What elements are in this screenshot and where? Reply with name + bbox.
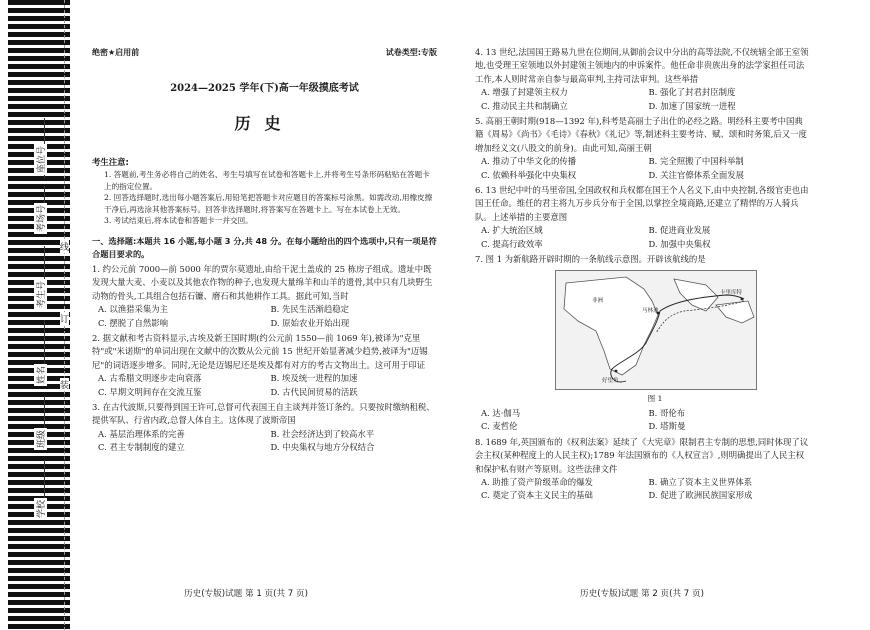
question-8 — [475, 436, 810, 503]
confidential-mark: 绝密★启用前 — [92, 48, 140, 57]
notice-item: 3. 考试结束后,将本试卷和答题卡一并交回。 — [104, 216, 253, 226]
question-5 — [475, 115, 810, 182]
label-calicut: 卡里库特 — [720, 289, 743, 296]
subject-title: 历史 — [234, 114, 295, 133]
option-d: D. 中央集权与地方分权结合 — [270, 442, 375, 453]
exam-page-2 — [475, 0, 810, 630]
option-d: D. 加强中央集权 — [648, 238, 711, 249]
option-d: D. 关注官僚体系全面发展 — [648, 169, 744, 180]
label-cape: 好望角 — [602, 377, 619, 384]
candidate-notice — [92, 156, 437, 455]
figure-caption: 图 1 — [647, 393, 663, 403]
page-footer: 历史(专版)试题 第 2 页(共 7 页) — [580, 589, 704, 599]
page-2-content — [475, 44, 810, 503]
option-b: B. 促进商业发展 — [648, 225, 711, 236]
exam-title: 2024—2025 学年(下)高一年级摸底考试 — [170, 83, 359, 94]
option-a: A. 推动了中华文化的传播 — [481, 156, 577, 167]
question-6 — [475, 184, 810, 251]
option-c: C. 君主专制制度的建立 — [98, 442, 185, 453]
notice-item: 2. 回答选择题时,选出每小题答案后,用铅笔把答题卡对应题目的答案标号涂黑。如需改动,用橡皮擦干净后,再选涂其他答案标号。回答非选择题时,将答案写在答题卡上。写在本试卷上无效。 — [104, 193, 433, 214]
option-b: B. 先民生活渐趋稳定 — [270, 304, 349, 315]
class-label: 班级 — [34, 428, 47, 450]
option-d: D. 促进了欧洲民族国家形成 — [648, 490, 753, 501]
option-b: B. 社会经济达到了较高水平 — [270, 428, 375, 439]
option-d: D. 原始农业开始出现 — [270, 317, 350, 328]
question-3 — [92, 401, 437, 455]
option-c: C. 奠定了资本主义民主的基础 — [481, 490, 593, 501]
seal-char-zhuang: 装 — [60, 378, 69, 391]
option-c: C. 推动民主共和制确立 — [481, 100, 568, 111]
name-line — [44, 320, 45, 366]
notice-item: 1. 答题前,考生务必将自己的姓名、考生号填写在试卷和答题卡上,并将考生号条形码粘贴在答题卡上的指定位置。 — [104, 170, 430, 191]
route-map — [555, 270, 757, 390]
paper-type: 试卷类型:专版 — [385, 48, 437, 57]
question-stem: 8. 1689 年,英国颁布的《权利法案》延续了《大宪章》限制君主专制的思想,同时体现了议会主权(某种程度上的人民主权);1789 年法国颁布的《人权宣言》,则明确提出了人民主权和保护私有财产等原则。这些法律文件 — [475, 436, 809, 474]
option-d: D. 塔斯曼 — [648, 421, 686, 432]
option-c: C. 提高行政效率 — [481, 238, 543, 249]
label-africa: 非洲 — [592, 297, 604, 304]
option-a: A. 古希腊文明逐步走向衰落 — [98, 373, 202, 384]
question-4 — [475, 46, 810, 113]
question-stem: 2. 据文献和考古资料显示,古埃及新王国时期(约公元前 1550—前 1069 年),被译为"克里特"或"米诺斯"的单词出现在文献中的次数从公元前 15 世纪开始显著减少趋势,被译为"迈锡尼"的词语逐步增多。同时,无论是迈锡尼还是埃及都有对方的考古文物出土。这可用于印证 — [92, 332, 428, 370]
option-a: A. 增强了封建领主权力 — [481, 87, 568, 98]
option-a: A. 扩大统治区域 — [481, 225, 543, 236]
notice-heading: 考生注意: — [92, 157, 129, 167]
option-a: A. 达·伽马 — [481, 407, 521, 418]
question-7 — [475, 253, 810, 434]
question-stem: 6. 13 世纪中叶的马里帝国,全国政权和兵权都在国王个人名义下,由中央控制,各级官吏也由国王任命。维任的君主将九万步兵分布于全国,以掌控全境商路,还建立了精悍的万人骑兵队。上述举措的主要意图 — [475, 185, 809, 222]
question-stem: 7. 图 1 为新航路开辟时期的一条航线示意图。开辟该航线的是 — [475, 254, 706, 265]
seal-char-xian: 线 — [60, 240, 69, 253]
seal-char-ding: 订 — [60, 312, 69, 325]
page-footer: 历史(专版)试题 第 1 页(共 7 页) — [184, 589, 308, 599]
option-b: B. 哥伦布 — [648, 407, 686, 418]
option-a: A. 基层治理体系的完善 — [98, 428, 185, 439]
option-b: B. 完全照搬了中国科举制 — [648, 156, 744, 167]
seat-label: 座位号 — [34, 144, 47, 175]
option-d: D. 古代民间贸易的活跃 — [270, 386, 358, 397]
name-label: 姓名 — [34, 364, 47, 386]
question-2 — [92, 332, 437, 399]
question-stem: 3. 在古代波斯,只要得到国王许可,总督可代表国王自主谈判并签订条约。只要按时缴纳租税、提供军队、行省内政,总督人体自主。这体现了波斯帝国 — [92, 401, 435, 426]
option-a: A. 助推了资产阶级革命的爆发 — [481, 476, 593, 487]
option-c: C. 依赖科举强化中央集权 — [481, 169, 577, 180]
exam-page-1 — [92, 0, 437, 630]
binding-margin — [0, 0, 88, 630]
school-label: 学校 — [34, 498, 47, 520]
question-1 — [92, 263, 437, 330]
option-b: B. 确立了资本主义世界体系 — [648, 476, 753, 487]
school-line — [44, 460, 45, 500]
option-b: B. 强化了封君封臣制度 — [648, 87, 736, 98]
option-c: C. 摆脱了自然影响 — [98, 317, 169, 328]
question-stem: 1. 约公元前 7000—前 5000 年的贾尔莫遗址,由给干泥土盖成的 25 栋房子组成。遗址中既发现大量大麦、小麦以及其他农作物的种子,也发现大量绵羊和山羊的遗骨,其中只有几块野生动物的骨头,工具组合包括石镰、磨石和其他耕作工具。据此可知,当时 — [92, 263, 433, 301]
option-c: C. 麦哲伦 — [481, 421, 518, 432]
option-d: D. 加速了国家统一进程 — [648, 100, 736, 111]
option-c: C. 早期文明间存在交流互鉴 — [98, 386, 202, 397]
option-a: A. 以渔猎采集为主 — [98, 304, 168, 315]
question-stem: 5. 高丽王朝时期(918—1392 年),科考是高丽士子出仕的必经之路。明经科主要考中国典籍《周易》《尚书》《毛诗》《春秋》《礼记》等,制述科主要考诗、赋、颂和时务策,后又一度增加经义文(八股文的前身)。由此可知,高丽王朝 — [475, 116, 807, 153]
question-stem: 4. 13 世纪,法国国王路易九世在位期间,从御前会议中分出的高等法院,不仅统辖全部王室领地,也受理王室领地以外封建领主领地内的申诉案件。他任命非贵族出身的法学家担任司法工作,本人则时常亲自参与最高审判,主持司法审判。这些举措 — [475, 47, 809, 84]
label-malindi: 马林迪 — [642, 307, 659, 314]
exam-number-label: 考生号 — [34, 279, 47, 310]
exam-room-label: 考场号 — [34, 203, 47, 234]
option-b: B. 埃及统一进程的加速 — [270, 373, 358, 384]
section-title: 一、选择题:本题共 16 小题,每小题 3 分,共 48 分。在每小题给出的四个选项中,只有一项是符合题目要求的。 — [92, 235, 437, 259]
